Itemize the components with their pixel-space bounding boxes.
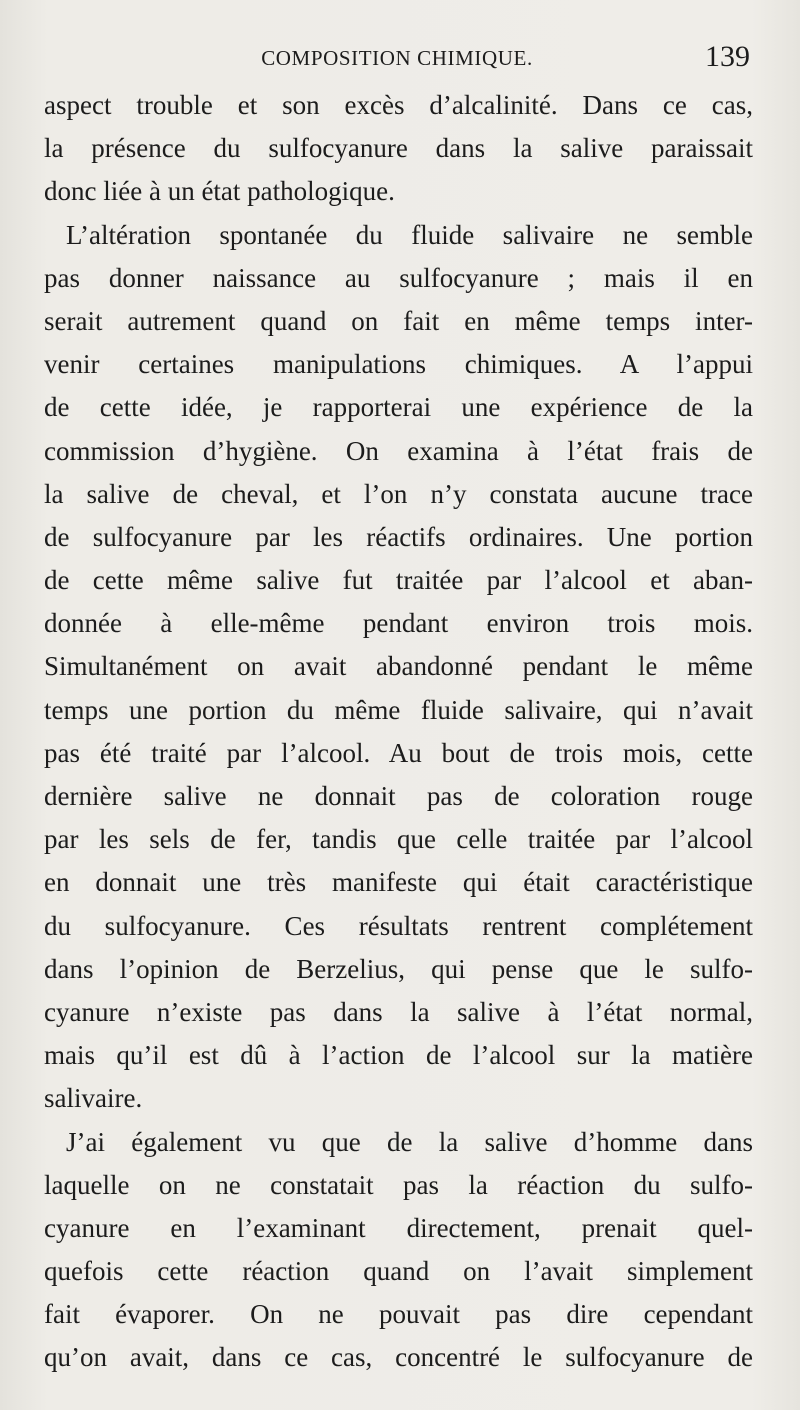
text-line: mais qu’il est dû à l’action de l’alcool sur la matière xyxy=(44,1040,753,1071)
text-line: quefois cette réaction quand on l’avait simplement xyxy=(44,1256,753,1287)
text-line: temps une portion du même fluide salivaire, qui n’avait xyxy=(44,694,753,725)
text-line: cyanure n’existe pas dans la salive à l’état normal, xyxy=(44,996,753,1027)
text-line: Simultanément on avait abandonné pendant le même xyxy=(44,651,753,682)
text-line: fait évaporer. On ne pouvait pas dire cependant xyxy=(44,1299,753,1330)
text-line: dans l’opinion de Berzelius, qui pense que le sulfo- xyxy=(44,953,753,984)
text-line: laquelle on ne constatait pas la réaction du sulfo- xyxy=(44,1169,753,1200)
text-line: de sulfocyanure par les réactifs ordinaires. Une portion xyxy=(44,521,753,552)
text-line: pas donner naissance au sulfocyanure ; mais il en xyxy=(44,262,753,293)
text-line: donc liée à un état pathologique. xyxy=(44,176,395,207)
text-line: aspect trouble et son excès d’alcalinité. Dans ce cas, xyxy=(44,90,753,120)
running-head: COMPOSITION CHIMIQUE. xyxy=(261,46,533,70)
body-text xyxy=(44,84,753,1380)
text-line: dernière salive ne donnait pas de coloration rouge xyxy=(44,781,753,811)
text-line: de cette idée, je rapporterai une expérience de la xyxy=(44,392,753,423)
text-line: venir certaines manipulations chimiques. A l’appui xyxy=(44,349,753,380)
text-line: qu’on avait, dans ce cas, concentré le sulfocyanure de xyxy=(44,1342,753,1373)
text-line: en donnait une très manifeste qui était caractéristique xyxy=(44,867,753,898)
page-header xyxy=(44,40,750,80)
text-line: serait autrement quand on fait en même temps inter- xyxy=(44,305,753,336)
text-line: par les sels de fer, tandis que celle traitée par l’alcool xyxy=(44,824,753,855)
text-line: la présence du sulfocyanure dans la salive paraissait xyxy=(44,133,753,164)
page-number: 139 xyxy=(705,40,750,73)
text-line: cyanure en l’examinant directement, prenait quel- xyxy=(44,1212,753,1243)
text-line: commission d’hygiène. On examina à l’état frais de xyxy=(44,435,753,466)
text-line: J’ai également vu que de la salive d’homme dans xyxy=(66,1126,753,1157)
text-line: L’altération spontanée du fluide salivaire ne semble xyxy=(66,219,753,250)
text-line: pas été traité par l’alcool. Au bout de trois mois, cette xyxy=(44,737,753,768)
text-line: la salive de cheval, et l’on n’y constata aucune trace xyxy=(44,478,753,509)
text-line: de cette même salive fut traitée par l’alcool et aban- xyxy=(44,565,753,596)
text-line: du sulfocyanure. Ces résultats rentrent complétement xyxy=(44,910,753,941)
text-line: salivaire. xyxy=(44,1083,143,1114)
text-line: donnée à elle-même pendant environ trois mois. xyxy=(44,608,753,639)
